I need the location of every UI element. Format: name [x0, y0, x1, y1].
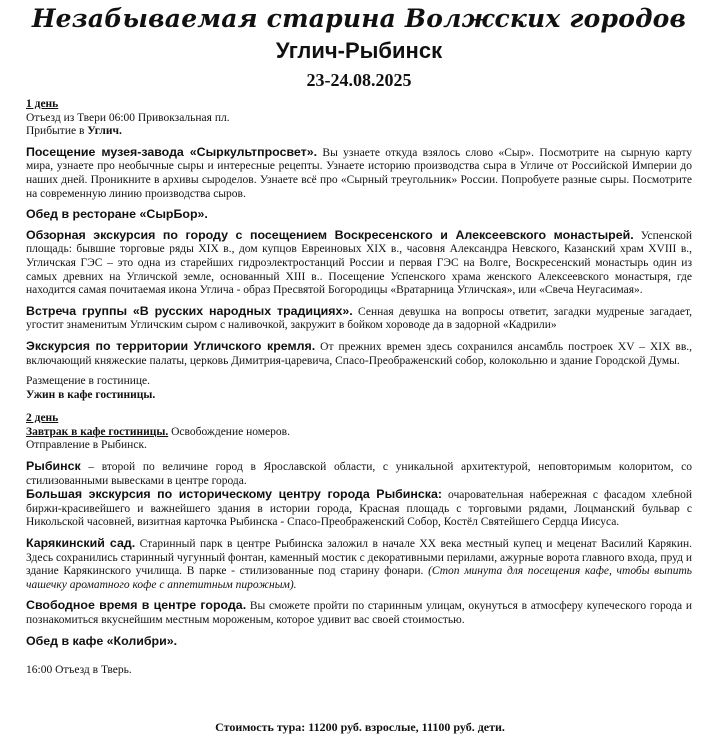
- city-tour-text: Успенской площадь: бывшие торговые ряды XIX в., дом купцов Евреиновых XIX в., часовня Александра Невского, Казанский храм XVIII в., Угличская ГЭС – это одна из старейших гидроэлектростанций России и первая ГЭС на Волге, Воскресенский монастырь один из самых древних на Угличской земле, основанный XIII в.. Посещение Успенского храма женского Алексеевского монастыря, где находится самая почитаемая икона Углича - образ Пресвятой Богородицы «Вратарница Угличская», или «Свеча Неугасимая».: [26, 229, 692, 297]
- rybinsk-text: – второй по величине город в Ярославской области, с уникальной архитектурой, неповторимым колоритом, со стилизованными вывесками в центре города.: [26, 461, 692, 487]
- arrival-prefix: Прибытие в: [26, 125, 88, 138]
- park-heading: Карякинский сад.: [26, 536, 136, 551]
- museum-paragraph: [26, 146, 692, 201]
- free-time-heading: Свободное время в центре города.: [26, 598, 247, 613]
- breakfast-text: Освобождение номеров.: [168, 425, 290, 438]
- lunch-day2: Обед в кафе «Колибри».: [26, 633, 178, 648]
- route-title: Углич-Рыбинск: [275, 38, 443, 63]
- kremlin-paragraph: [26, 340, 692, 368]
- park-paragraph: [26, 537, 692, 592]
- breakfast-heading: Завтрак в кафе гостиницы.: [26, 425, 169, 438]
- rybinsk-heading: Рыбинск: [26, 459, 81, 474]
- big-tour-paragraph: [26, 488, 692, 530]
- museum-heading: Посещение музея-завода «Сыркультпросвет».: [26, 144, 318, 159]
- hotel-checkin: Размещение в гостинице.: [26, 375, 151, 388]
- arrival-city: Углич.: [87, 125, 122, 138]
- folk-meeting-paragraph: [26, 305, 692, 333]
- breakfast-paragraph: [26, 426, 692, 440]
- tour-dates: 23-24.08.2025: [306, 70, 412, 90]
- day2-label: 2 день: [26, 412, 59, 425]
- tour-price: Стоимость тура: 11200 руб. взрослые, 11100 руб. дети.: [215, 720, 505, 734]
- city-tour-paragraph: [26, 229, 692, 298]
- day1-label: 1 день: [26, 98, 59, 110]
- kremlin-text: От прежних времен здесь сохранился ансамбль построек XV – XIX вв., включающий княжеские палаты, церковь Димитрия-царевича, Спасо-Преображенский собор, колокольню и здание Городской Думы.: [26, 340, 692, 367]
- park-note: (Стоп минута для посещения кафе, чтобы выпить чашечку ароматного кофе с аппетитным пирожным).: [26, 565, 692, 591]
- free-time-text: Вы сможете пройти по старинным улицам, окунуться в атмосферу купеческого города и познакомиться вкуснейшим местным мороженым, которое удивит вас своей стоимостью.: [26, 600, 692, 626]
- rybinsk-paragraph: [26, 460, 692, 488]
- page-title: Незабываемая старина Волжских городов: [31, 4, 687, 33]
- park-text: Старинный парк в центре Рыбинска заложил в начале XX века местный купец и меценат Василий Карякин. Здесь сохранились старинный чугунный фонтан, каменный мостик с декоративными перилами, ажурные ворота главного входа, пруд и здание Карякинского училища. В парке - стилизованные под старину фонари.: [26, 538, 693, 578]
- big-tour-heading: Большая экскурсия по историческому центру города Рыбинска:: [26, 487, 443, 502]
- city-tour-heading: Обзорная экскурсия по городу с посещением Воскресенского и Алексеевского монастырей.: [26, 227, 634, 242]
- kremlin-heading: Экскурсия по территории Угличского кремля.: [26, 338, 316, 353]
- day1-arrival: [26, 125, 692, 139]
- free-time-paragraph: [26, 599, 692, 627]
- folk-meeting-text: Сенная девушка на вопросы ответит, загадки мудреные загадает, угостит знаменитым Угличским сыром с наливочкой, закружит в бойком хороводе да в задорной «Кадрили»: [26, 305, 692, 332]
- depart-rybinsk: Отправление в Рыбинск.: [26, 439, 147, 452]
- lunch-day1: Обед в ресторане «СырБор».: [26, 207, 208, 222]
- return-departure: 16:00 Отъезд в Тверь.: [26, 664, 132, 677]
- museum-text: Вы узнаете откуда взялось слово «Сыр». Посмотрите на сырную карту мира, узнаете про необычные сыры и интересные рецепты. Узнаете историю производства сыра в Угличе от Российской Империи до наших дней. Проникните в архивы сыроделов. Узнаете всё про «Сырный треугольник» России. Попробуете разные сыры. Посмотрите на современную линию производства сыров.: [26, 146, 692, 200]
- folk-meeting-heading: Встреча группы «В русских народных традициях».: [26, 303, 353, 318]
- dinner-day1: Ужин в кафе гостиницы.: [26, 388, 156, 401]
- day1-departure: Отъезд из Твери 06:00 Привокзальная пл.: [26, 111, 230, 124]
- big-tour-text: очаровательная набережная с фасадом хлебной биржи-красивейшего и важнейшего здания в истории города, Красная площадь с торговыми рядами, Лоцманский бульвар с Никольской часовней, визитная карточка Рыбинска - Спасо-Преображенский Собор, Костёл Святейшего Сердца Иисуса.: [26, 489, 693, 529]
